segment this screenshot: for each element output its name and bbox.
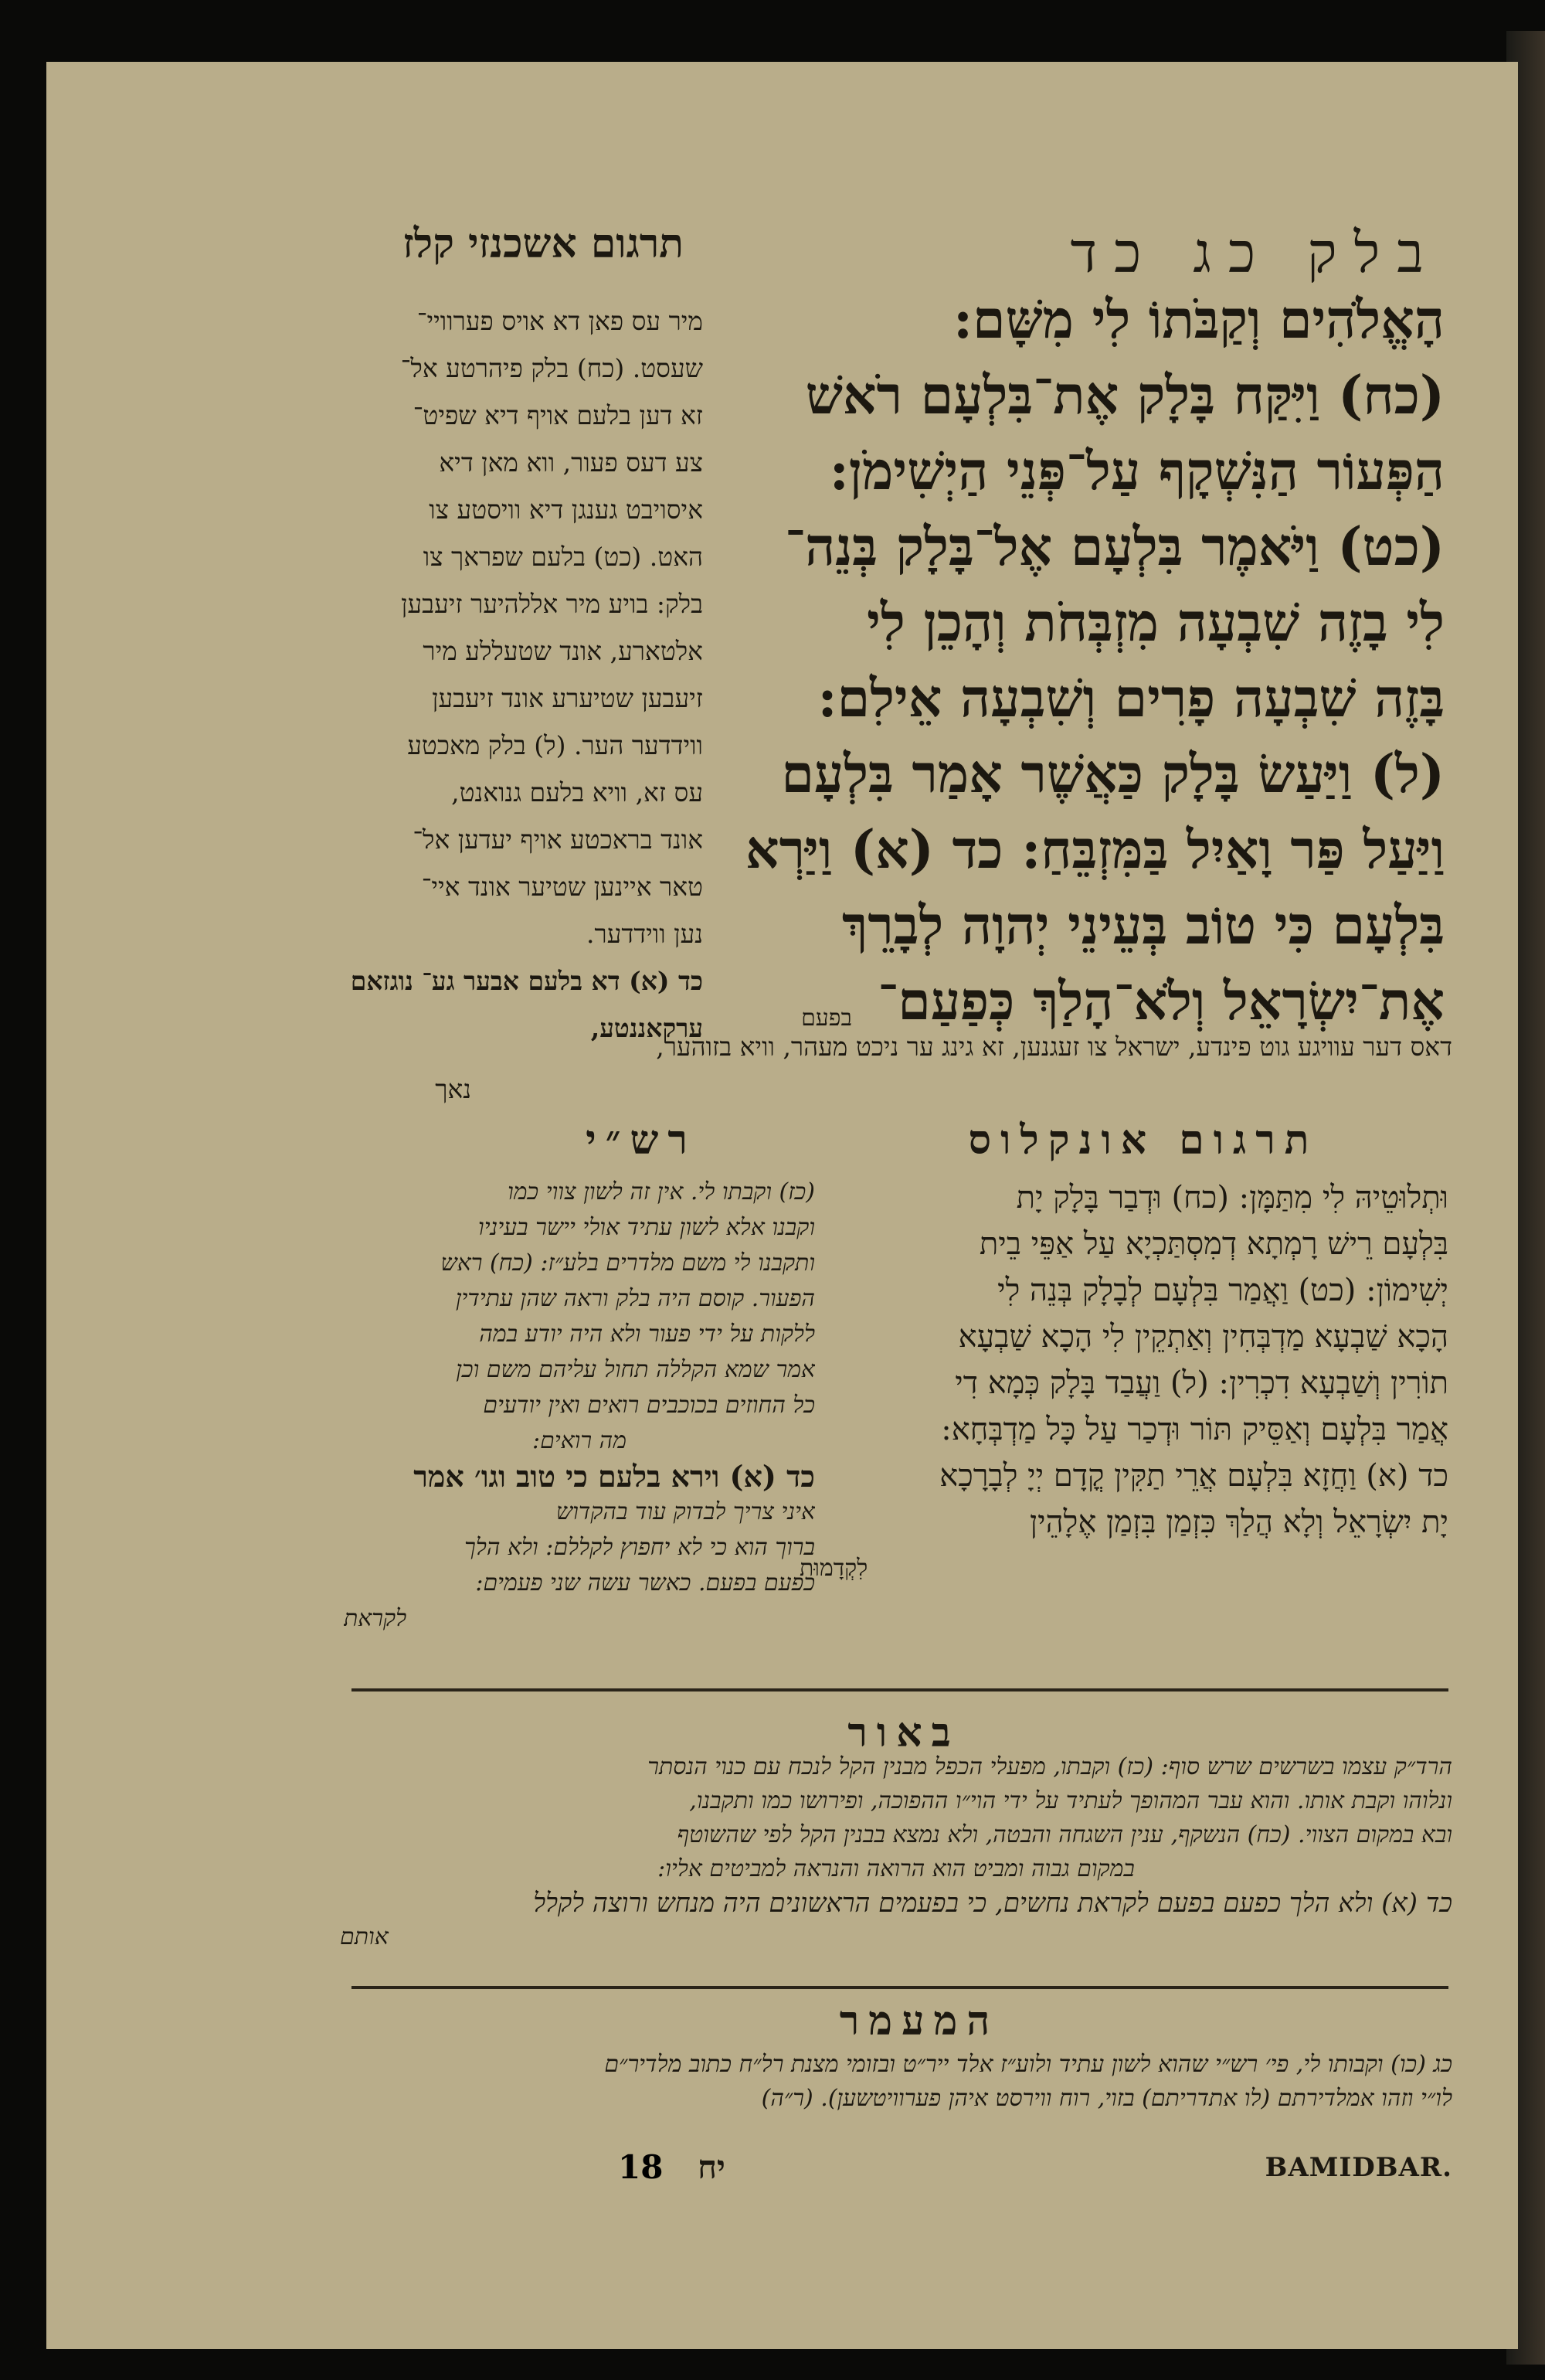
rashi-line: איני צריך לבדוק עוד בהקדוש bbox=[555, 1498, 815, 1525]
biur-heading: באור bbox=[847, 1709, 960, 1756]
rashi-line: (כז) וקבתו לי. אין זה לשון צווי כמו bbox=[508, 1178, 815, 1205]
yiddish-line: בלק: בויע מיר אללהיער זיעבען bbox=[401, 589, 703, 619]
torah-line: אֶת־יִשְׂרָאֵל וְלֹא־הָלַךְ כְּפַעַם־ bbox=[878, 971, 1445, 1032]
rashi-heading: רש״י bbox=[586, 1117, 697, 1164]
hameamer-line: כג (כו) וקבותו לי, פי׳ רש״י שהוא לשון עתיד ולוע״ז אלד ייר״ט ובזומי מצנת רל״ח כתוב מלדיר״ם bbox=[604, 2051, 1452, 2078]
hameamer-line: לו״י וזהו אמלדירתם (לו אתדריתם) בזוי, רוח ווירסט איהן פערוויטשען). (ר״ה) bbox=[761, 2085, 1452, 2112]
catchword: בפעם bbox=[801, 1005, 852, 1032]
rashi-line: אמר שמא הקללה תחול עליהם משם וכן bbox=[456, 1356, 815, 1383]
onkelos-line: בִּלְעָם רֵישׁ רָמְתָא דְמִסְתַּכְיָא עַל אַפֵּי בֵית bbox=[979, 1226, 1448, 1262]
torah-line: וַיַּעַל פַּר וָאַיִל בַּמִּזְבֵּחַ: כד (א) וַיַּרְא bbox=[745, 819, 1445, 881]
biur-line: ובא במקום הצווי. (כח) הנשקף, ענין השגחה והבטה, ולא נמצא בבנין הקל לפי שהשוטף bbox=[677, 1821, 1452, 1848]
yiddish-line: טאר איינען שטיער אונד איי־ bbox=[421, 872, 703, 902]
folio-arabic: 18 bbox=[618, 2148, 664, 2186]
yiddish-line: ווידדער הער. (ל) בלק מאכטע bbox=[407, 730, 703, 760]
rashi-text bbox=[344, 1175, 815, 1637]
yiddish-bridge-tail: נאך bbox=[435, 1074, 471, 1104]
yiddish-line-continued: כד (א) דא בלעם אבער גע־ נוגזאם ערקאננטע, bbox=[350, 966, 703, 1043]
yiddish-line: נען ווידדער. bbox=[586, 919, 703, 949]
hameamer-heading: המעמר bbox=[839, 1998, 1000, 2045]
rashi-line: כל החוזים בכוכבים רואים ואין יודעים bbox=[483, 1392, 815, 1419]
onkelos-line: כד (א) וַחֲזָא בִּלְעָם אֲרֵי תַקִּין קֳדָם יְיָ לְבָרָכָא bbox=[939, 1458, 1448, 1494]
torah-line: הַפְּעוֹר הַנִּשְׁקָף עַל־פְּנֵי הַיְשִׁימֹן: bbox=[829, 440, 1445, 502]
yiddish-line: שעסט. (כח) בלק פיהרטע אל־ bbox=[400, 353, 703, 383]
onkelos-line: תוֹרִין וְשַׁבְעָא דִכְרִין: (ל) וַעֲבַד בָּלָק כְּמָא דִי bbox=[955, 1365, 1448, 1401]
onkelos-heading: תרגום אונקלוס bbox=[968, 1117, 1319, 1164]
yiddish-translation bbox=[313, 298, 703, 1052]
onkelos-text bbox=[800, 1175, 1448, 1592]
rashi-line: כפעם בפעם. כאשר עשה שני פעמים: bbox=[475, 1569, 815, 1596]
onkelos-line: יָת יִשְׂרָאֵל וְלָא הֲלַךְ כִּזְמַן בִּזְמַן אֶלָהֵין bbox=[1029, 1504, 1448, 1540]
rashi-line: ללקות על ידי פעור ולא היה יודע במה bbox=[479, 1321, 815, 1348]
rashi-line: לקראת bbox=[344, 1605, 407, 1632]
onkelos-line: הָכָא שַׁבְעָא מַדְבְּחִין וְאַתְקֵין לִי הָכָא שַׁבְעָא bbox=[958, 1319, 1448, 1355]
biur-line: ונלוהו וקבת אותו. והוא עבר המהופך לעתיד על ידי הוי״ו ההפוכה, ופירושו כמו ותקבנו, bbox=[689, 1787, 1452, 1814]
section-divider bbox=[351, 1986, 1448, 1989]
folio-hebrew: יח bbox=[698, 2148, 725, 2186]
rashi-line: ותקבנו לי משם מלדרים בלע״ז: (כח) ראש bbox=[440, 1250, 815, 1277]
yiddish-line: עס זא, וויא בלעם גנואנט, bbox=[451, 777, 703, 808]
rashi-line: וקבנו אלא לשון עתיד אולי יישר בעיניו bbox=[478, 1214, 815, 1241]
rashi-line: הפעור. קוסם היה בלק וראה שהן עתידין bbox=[455, 1285, 815, 1312]
biur-line: אותם bbox=[340, 1923, 389, 1950]
rashi-line: כד (א) וירא בלעם כי טוב וגו׳ אמר bbox=[413, 1459, 815, 1494]
yiddish-line: זיעבען שטיערע אונד זיעבען bbox=[432, 683, 703, 713]
yiddish-line: צע דעס פעור, ווא מאן דיא bbox=[439, 447, 703, 478]
torah-line: (ל) וַיַּעַשׂ בָּלָק כַּאֲשֶׁר אָמַר בִּלְעָם bbox=[781, 743, 1445, 805]
torah-line: (כט) וַיֹּאמֶר בִּלְעָם אֶל־בָּלָק בְּנֵה־ bbox=[785, 516, 1445, 578]
torah-line: לִי בָזֶה שִׁבְעָה מִזְבְּחֹת וְהָכֵן לִי bbox=[867, 592, 1445, 654]
section-divider bbox=[351, 1688, 1448, 1692]
yiddish-line: זא דען בלעם אויף דיא שפיט־ bbox=[413, 400, 703, 430]
yiddish-line: האט. (כט) בלעם שפראך צו bbox=[423, 542, 703, 572]
yiddish-line: מיר עס פאן דא אויס פערוויי־ bbox=[416, 306, 703, 336]
yiddish-line: אונד בראכטע אויף יעדען אל־ bbox=[413, 824, 703, 855]
torah-line: בִּלְעָם כִּי טוֹב בְּעֵינֵי יְהוָה לְבָרֵךְ bbox=[841, 895, 1445, 957]
biur-text bbox=[340, 1750, 1452, 1954]
rashi-line: ברוך הוא כי לא יחפוץ לקללם: ולא הלך bbox=[464, 1534, 815, 1561]
torah-line: הָאֱלֹהִים וְקַבֹּתוֹ לִי מִשָּׁם: bbox=[952, 289, 1445, 351]
biur-line: הרד״ק עצמו בשרשים שרש סוף: (כז) וקבתו, מפעלי הכפל מבנין הקל לנכח עם כנוי הנסתר bbox=[647, 1753, 1452, 1780]
yiddish-bridge-line: דאס דער עוויגע גוט פינדע, ישראל צו זעגנען, זא גינג ער ניכט מעהר, וויא בזוהער, bbox=[656, 1032, 1452, 1062]
biur-line: כד (א) ולא הלך כפעם בפעם לקראת נחשים, כי בפעמים הראשונים היה מנחש ורוצה לקלל bbox=[533, 1888, 1452, 1919]
portion-header: בלק כג כד bbox=[1070, 220, 1441, 285]
targum-header: תרגום אשכנזי קלז bbox=[402, 220, 684, 267]
torah-text bbox=[742, 282, 1445, 1039]
torah-line: בָּזֶה שִׁבְעָה פָרִים וְשִׁבְעָה אֵילִם: bbox=[817, 668, 1445, 729]
yiddish-line: איסויבט גענגן דיא וויסטע צו bbox=[429, 495, 703, 525]
hameamer-text bbox=[340, 2048, 1452, 2116]
torah-line: (כח) וַיִּקַּח בָּלָק אֶת־בִּלְעָם רֹאשׁ bbox=[805, 365, 1445, 427]
folio-number bbox=[618, 2148, 772, 2187]
onkelos-line: וּתְלוּטֵיהּ לִי מִתַּמָּן: (כח) וּדְבַר בָּלָק יָת bbox=[1016, 1180, 1448, 1216]
biur-line: במקום גבוה ומביט הוא הרואה והנראה למביטים אליו: bbox=[657, 1855, 1135, 1882]
onkelos-line: אֲמַר בִּלְעָם וְאַסֵּיק תּוֹר וּדְכַר עַל כָּל מַדְבְּחָא: bbox=[941, 1412, 1448, 1447]
yiddish-line: אלטארע, אונד שטעללע מיר bbox=[423, 636, 703, 666]
onkelos-line: לִקְדָמוּת bbox=[800, 1555, 868, 1582]
onkelos-line: יְשִׁימוֹן: (כט) וַאֲמַר בִּלְעָם לְבָלָק בְּנֵה לִי bbox=[997, 1273, 1448, 1308]
signature-mark: BAMIDBAR. bbox=[1265, 2152, 1452, 2183]
rashi-line: מה רואים: bbox=[531, 1427, 626, 1454]
